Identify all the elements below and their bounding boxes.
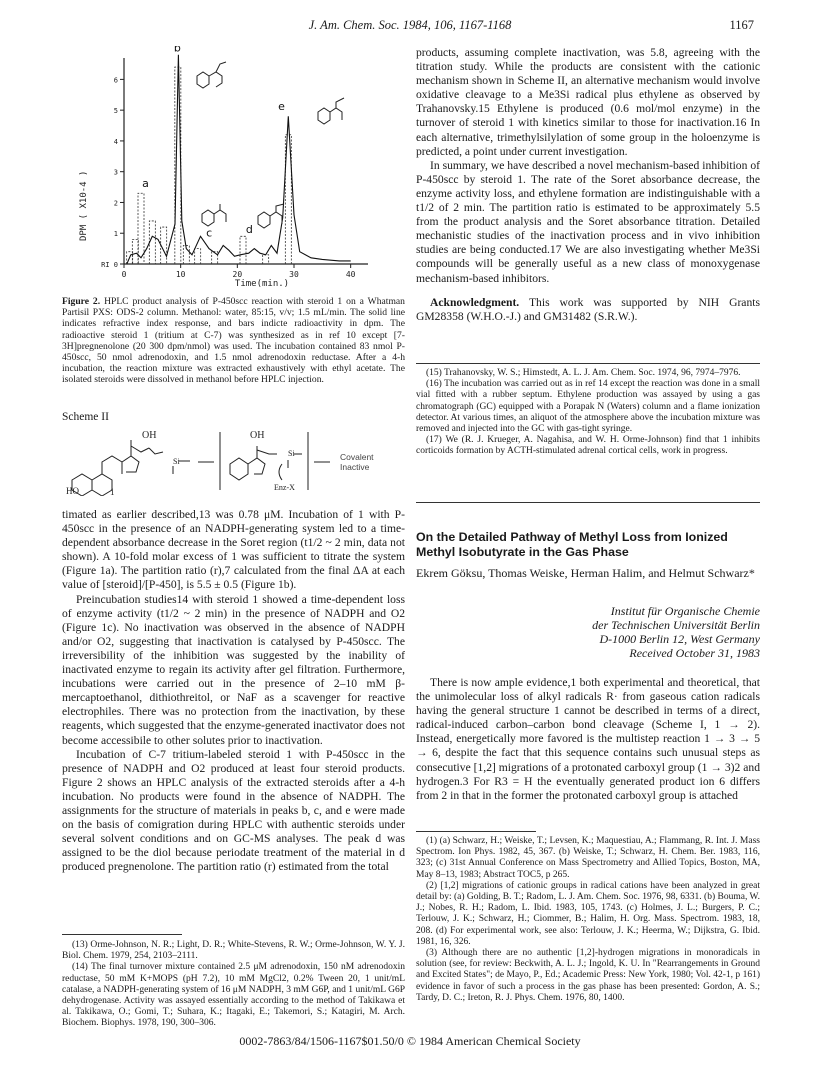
peak-label: d <box>245 223 253 237</box>
y-tick-label: 4 <box>113 137 118 146</box>
footnote: (2) [1,2] migrations of cationic groups in radical cations have been analyzed in great detail by: (a) Golding, B. T.; Radom, L. J. Am. Chem. Soc. 1976, 98, 6331. (b) Bouma, W. J.; Nobes, R. H.; Radom, L. Ibid. 1983, 105, 1743. (c) Holmes, J. L.; Burgers, P. C.; Terlouw, J. K.; Schwarz, H.; Ciommer, B.; Halim, H. Org. Mass. Spectrom. 1983, 18, 208. (d) For experimental work, see also: Terlouw, J. K.; Heerma, W.; Dijkstra, G. Ibid. 1981, 16, 326. <box>416 880 761 947</box>
paragraph: In summary, we have described a novel mechanism-based inhibition of P-450scc by steroid 1. The rate of the Soret absorbance decrease, the enzyme activity loss, and ethylene formation are indistinguishable with a t1/2 of 2 min. The partition ratio is estimated to be approximately 5.5 from the product analysis and the Soret absorbance titration. Detailed mechanistic studies of the inactivation process and in vivo inhibition studies are being conducted.17 We are also investigating whether Me3Si compounds will be generally useful as a new class of monoxygenase mechanism-based inhibitors. <box>416 158 760 285</box>
article-affiliation <box>416 604 760 660</box>
refractive-index-line <box>127 55 351 264</box>
radioactivity-bar <box>263 255 269 264</box>
footnote: (16) The incubation was carried out as in ref 14 except the reaction was done in a small vial fitted with a rubber septum. Ethylene production was assayed by using a gas chromatograph (GC) equipped with a Porapak N (Waters) column and a flame ionization detector. At various times, an aliquot of the atmosphere above the incubation mixture was removed and injected into the GC with gas-tight syringe. <box>416 379 760 435</box>
structure-sketch-e <box>318 98 344 124</box>
paragraph: Incubation of C-7 tritium-labeled steroid 1 with P-450scc in the presence of NADPH and O2 produced at least four steroid products. Figure 2 shows an HPLC analysis of the extracted steroids after a 4-h incubation. No products were found in the absence of NADPH. The assignments for the structure of materials in peaks b, c, and e were made on the basis of comigration during HPLC with authentic steroids under several solvent conditions and on GC-MS analyses. The peak d was assigned to be the diol because periodate treatment of the material in d produced pregnenolone. The partition ratio (r) estimated from the total <box>62 747 405 874</box>
footnote: (17) We (R. J. Krueger, A. Nagahisa, and W. H. Orme-Johnson) find that 1 inhibits corticoids formation by ACTH-stimulated adrenal cortical cells, work in progress. <box>416 435 760 457</box>
peak-label: e <box>278 100 285 114</box>
paragraph: Preincubation studies14 with steroid 1 showed a time-dependent loss of enzyme activity (t1/2 ~ 2 min) in the presence of NADPH and O2 (Figure 1c). No inactivation was observed in the absence of NADPH and/or O2, suggesting that inactivation is catalysed by P-450scc. The irreversibility of the inhibition was suggested by the inability of inactivated enzyme to regain its activity after gel filtration. Furthermore, incubations were carried out in the presence of 2–10 mM β-mercaptoethanol, dithiothreitol, or NaF as a scavenger for reactive electrophiles. There was no protection from the inactivation, by these reagents, which suggested that the enzyme-generated inactivator does not become accessibile to other solutes prior to inactivation. <box>62 592 405 747</box>
acknowledgment <box>416 296 760 324</box>
left-column-body <box>62 508 405 874</box>
covalent-label: Covalent <box>340 452 374 462</box>
figure-caption <box>62 296 405 386</box>
x-tick-label: 0 <box>121 270 127 279</box>
y-tick-label: 2 <box>113 199 118 208</box>
y-tick-label: RI 0 <box>101 261 118 269</box>
footnote: (14) The final turnover mixture contained 2.5 μM adrenodoxin, 150 nM adrenodoxin reductase, 50 mM K+MOPS (pH 7.2), 10 mM MgCl2, 0.2% Tween 20, 1 unit/mL catalase, a NADPH-generating system of 16 μM NADPH, 3 mM G6P, and 1 unit/mL G6P dehydrogenase. Activity was assayed essentially according to the method of Takikawa et al. Takikawa, O.; Gomi, T.; Suhara, K.; Itagaki, E.; Takemori, S.; Katagiri, M. Arch. Biochem. Biophys. 1978, 190, 300–306. <box>62 962 405 1029</box>
page-number: 1167 <box>729 18 754 32</box>
y-tick-label: 1 <box>113 230 118 239</box>
ho-label: HO <box>66 486 79 496</box>
x-tick-label: 10 <box>175 270 186 279</box>
affiliation-line: Institut für Organische Chemie <box>610 604 760 618</box>
right-column-body <box>416 46 760 324</box>
right-footnotes <box>416 368 760 458</box>
figure-label: Figure 2. <box>62 296 101 307</box>
curved-arrow <box>279 464 282 480</box>
chart-ticks <box>101 76 356 279</box>
hplc-chart-svg <box>62 46 405 294</box>
radioactivity-bar <box>132 239 138 264</box>
footnote: (13) Orme-Johnson, N. R.; Light, D. R.; White-Stevens, R. W.; Orme-Johnson, W. Y. J. Biol. Chem. 1979, 254, 2103–2111. <box>62 940 405 962</box>
acknowledgment-label: Acknowledgment. <box>430 295 520 309</box>
y-tick-label: 6 <box>113 76 118 85</box>
radioactivity-bar <box>149 221 155 264</box>
scheme-ii-svg <box>62 424 405 496</box>
oh-label-2: OH <box>250 430 265 441</box>
radioactivity-bar <box>240 236 246 264</box>
enz-label: Enz-X <box>274 483 295 492</box>
right-rule-1 <box>416 363 760 364</box>
steroid-structure <box>72 440 163 496</box>
inactive-label: Inactive <box>340 462 370 472</box>
footnote-rule <box>62 934 182 935</box>
x-tick-label: 20 <box>232 270 243 279</box>
hplc-chart <box>62 46 405 294</box>
chart-line <box>127 55 351 264</box>
footnote: (15) Trahanovsky, W. S.; Himstedt, A. L. J. Am. Chem. Soc. 1974, 96, 7974–7976. <box>426 368 741 378</box>
affiliation-line: D-1000 Berlin 12, West Germany <box>599 632 760 646</box>
running-head <box>0 18 820 36</box>
structure-sketch-b <box>197 62 226 88</box>
page-footer: 0002-7863/84/1506-1167$01.50/0 © 1984 American Chemical Society <box>239 1034 581 1048</box>
paragraph: products, assuming complete inactivation, was 5.8, agreeing with the titration study. While the products are consistent with the cationic mechanism shown in Scheme II, an alternative mechanism would involve oxidative cleavage to a Me3Si radical plus ethylene as observed by Trahanovsky.15 Ethylene is produced (0.6 mol/mol enzyme) in the turnover of steroid 1 with kinetics similar to those for inactivation.16 In each alternative, trimethylsilylation of some group in the holoenzyme is predicted, a point under current investigation. <box>416 46 760 158</box>
oh-label-1: OH <box>142 430 157 441</box>
compound-number: 1 <box>110 487 115 496</box>
article-footnotes <box>416 836 760 1004</box>
footnote: (3) Although there are no authentic [1,2]-hydrogen migrations in monoradicals in solution (see, for review: Beckwith, A. L. J.; Ingold, K. U. In "Rearrangements in Ground and Excited States"; de Mayo, P., Ed.; Academic Press: New York, 1980; Vol. 42-1, p 161) evidence in favor of such a process in the gas phase has been presented: Gordon, A. S.; Tardy, D. C.; Ireton, R. J. Phys. Chem. 1976, 80, 1400. <box>416 948 760 1003</box>
acknowledgment-text: This work was supported by NIH Grants GM28358 (W.H.O.-J.) and GM31482 (S.R.W.). <box>416 295 760 323</box>
received-date: Received October 31, 1983 <box>629 646 760 660</box>
paragraph: There is now ample evidence,1 both experimental and theoretical, that the unimolecular loss of alkyl radicals R· from gaseous cation radicals having the general structure 1 cannot be described in terms of a direct, radical-induced carbon–carbon bond cleavage (Scheme I, 1 → 2). Instead, energetically more favored is the multistep reaction 1 → 3 → 5 → 6, despite the fact that this sequence contains such unusual steps as consecutive [1,2] migrations of a protonated carboxyl group (1 → 3)2 and hydrogen.3 For R3 = H the eventually generated product ion 6 differs from 2 in that in the former the protonated carboxyl group is attached <box>416 676 760 802</box>
si-label-1: Si <box>173 457 180 466</box>
right-rule-2 <box>416 502 760 503</box>
radioactivity-bar <box>195 249 201 264</box>
article-authors: Ekrem Göksu, Thomas Weiske, Herman Halim, and Helmut Schwarz* <box>416 566 755 580</box>
chart-peak-labels <box>142 46 285 239</box>
x-tick-label: 40 <box>345 270 356 279</box>
peak-label: b <box>173 46 181 55</box>
radioactivity-bar <box>212 252 218 264</box>
si-label-2: Si <box>288 449 295 458</box>
structure-sketch-c <box>202 204 226 226</box>
scheme-title: Scheme II <box>62 411 109 423</box>
figure-caption-text: HPLC product analysis of P-450scc reaction with steroid 1 on a Whatman Partisil PXS: ODS-2 column. Methanol: water, 85:15, v/v; 1.5 mL/min. The solid line indicates refractive index response, and bars indicte radioactivity in dpm. The radioactive steroid 1 (tritium at C-7) was synthesized as in ref 10 except [7-3H]pregnenolone (20 300 dpm/nmol) was used. The incubation contained 83 nmol P-450scc, 50 nmol adrenodoxin, and 1.5 nmol adrenodoxin reductase. After a 4-h incubation, the reaction mixture was extracted exhaustively with ethyl acetate. The isolated steroids were dissolved in methanol before HPLC injection. <box>62 296 405 386</box>
chart-y-label: DPM ( X10-4 ) <box>79 170 89 241</box>
journal-line: J. Am. Chem. Soc. 1984, 106, 1167-1168 <box>308 18 512 32</box>
y-tick-label: 3 <box>113 168 118 177</box>
article-title: On the Detailed Pathway of Methyl Loss from Ionized Methyl Isobutyrate in the Gas Phase <box>416 530 728 559</box>
structure-sketch-d <box>258 204 284 228</box>
peak-label: a <box>142 177 149 191</box>
peak-label: c <box>206 226 213 240</box>
x-tick-label: 30 <box>289 270 299 279</box>
scheme-ii <box>62 424 405 496</box>
article-body <box>416 676 760 803</box>
affiliation-line: der Technischen Universität Berlin <box>592 618 760 632</box>
footnote: (1) (a) Schwarz, H.; Weiske, T.; Levsen, K.; Maquestiau, A.; Flammang, R. Int. J. Mass Spectrom. Ion Phys. 1982, 45, 367. (b) Weiske, T.; Schwarz, H. Chem. Ber. 1983, 116, 323; (c) 31st Annual Conference on Mass Spectrometry and Allied Topics, Boston, MA, May 8–13, 1983; Abstract TOC5, p 265. <box>416 836 760 880</box>
left-footnotes <box>62 940 405 1030</box>
y-tick-label: 5 <box>113 107 118 116</box>
chart-x-label: Time(min.) <box>234 279 290 289</box>
paragraph: timated as earlier described,13 was 0.78 μM. Incubation of 1 with P-450scc in the presence of an NADPH-generating system led to a time-dependent absorbance decrease in the Soret region (t1/2 ~ 2 min, data not shown). A 10-fold molar excess of 1 was sufficient to titrate the system (Figure 1a). The partition ratio (r),7 calculated from the final ΔA at each value of [steroid]/[P-450], is 5.5 ± 0.5 (Figure 1b). <box>62 508 405 592</box>
intermediate-structure <box>230 446 277 480</box>
right-footnote-rule <box>416 831 536 832</box>
